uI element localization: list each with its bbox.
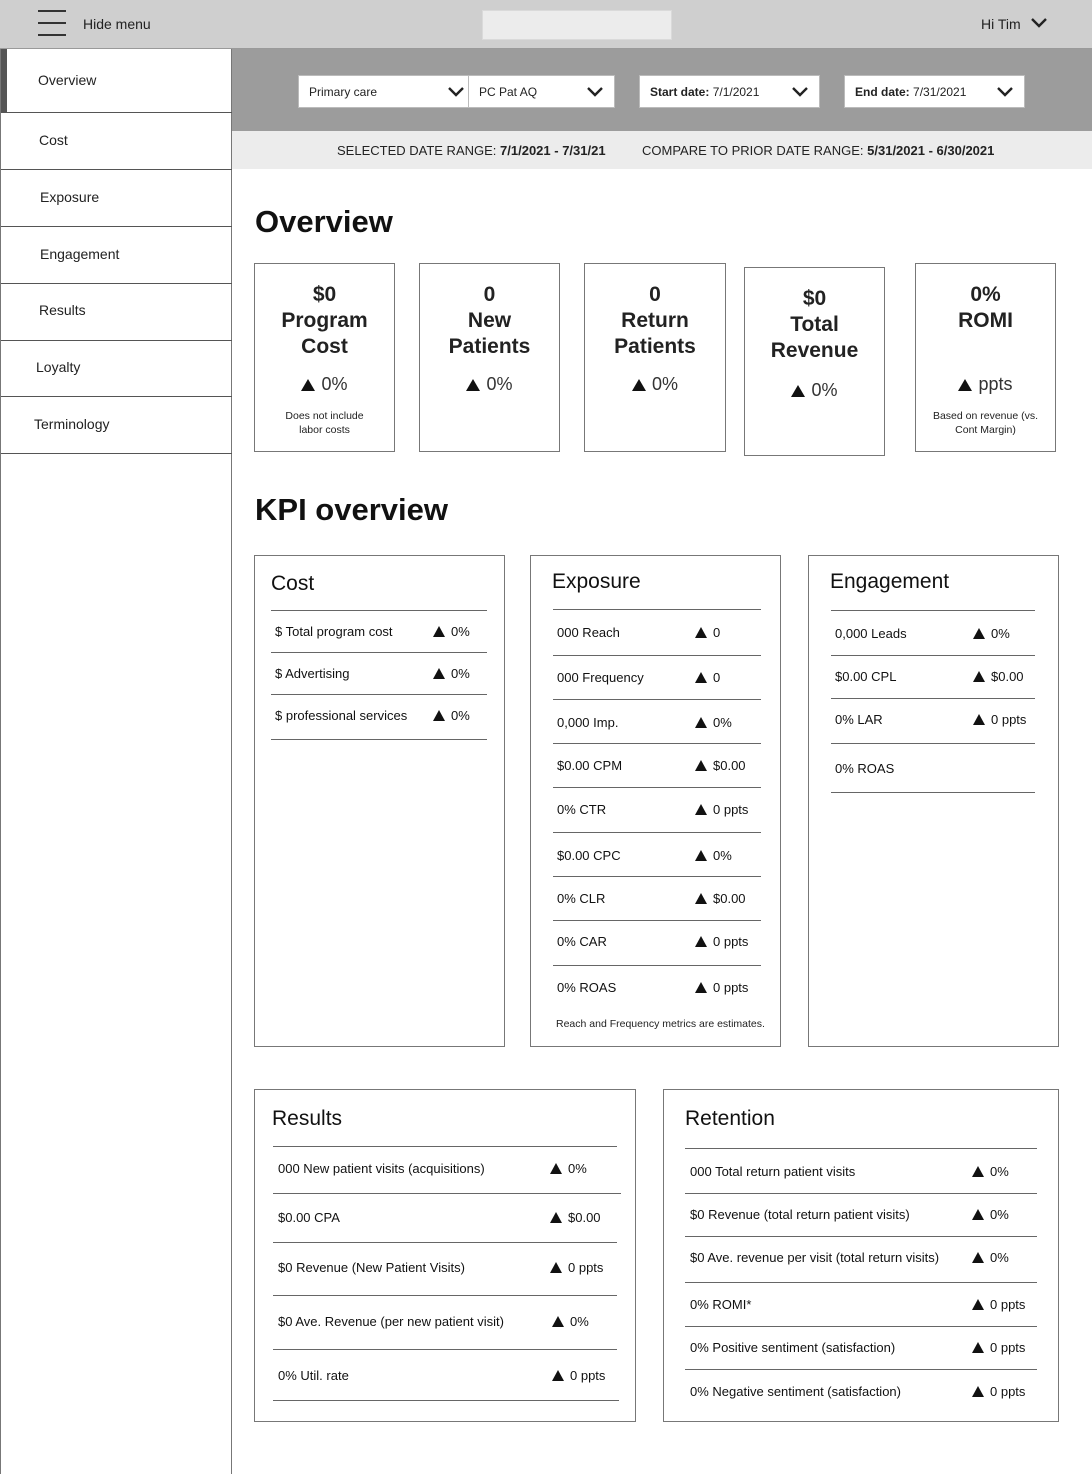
up-triangle-icon — [972, 1342, 984, 1353]
date-range-strip — [232, 131, 1092, 169]
chevron-down-icon[interactable] — [1030, 17, 1048, 29]
up-triangle-icon — [433, 710, 445, 721]
up-triangle-icon — [550, 1163, 562, 1174]
up-triangle-icon — [550, 1262, 562, 1273]
sidebar-item-label: Terminology — [34, 416, 110, 432]
up-triangle-icon — [695, 850, 707, 861]
card-change: 0% — [255, 374, 394, 395]
results-panel: Results 000 New patient visits (acquisitions) 0% $0.00 CPA $0.00 $0 Revenue (New Patient Visits) 0 ppts $0 Ave. Revenue (per new patient visit) 0% 0% Util. rate 0 ppts — [254, 1089, 636, 1422]
divider — [685, 1148, 1037, 1149]
filter-bar — [232, 49, 1092, 131]
up-triangle-icon — [972, 1386, 984, 1397]
divider — [685, 1236, 1037, 1237]
divider — [685, 1193, 1037, 1194]
divider — [553, 609, 761, 610]
sidebar-item-label: Results — [39, 302, 86, 318]
divider — [685, 1369, 1037, 1370]
panel-title: Exposure — [552, 570, 641, 593]
divider — [685, 1282, 1037, 1283]
hamburger-menu-icon[interactable] — [38, 10, 66, 36]
chevron-down-icon — [996, 86, 1014, 98]
up-triangle-icon — [301, 379, 315, 391]
divider — [553, 699, 761, 700]
panel-title: Results — [272, 1107, 343, 1130]
divider — [273, 1400, 619, 1401]
card-value: $0 — [802, 287, 827, 310]
total-revenue-card — [744, 267, 885, 456]
estimate-note: Reach and Frequency metrics are estimates. — [556, 1018, 765, 1030]
divider — [831, 698, 1035, 699]
card-label: Patients — [448, 335, 531, 358]
return-patients-card — [584, 263, 726, 452]
sidebar-item-label: Engagement — [40, 246, 120, 262]
up-triangle-icon — [973, 628, 985, 639]
card-value: 0 — [483, 283, 496, 306]
specialty-select-value: Primary care — [309, 85, 378, 99]
up-triangle-icon — [972, 1209, 984, 1220]
divider — [831, 655, 1035, 656]
up-triangle-icon — [433, 668, 445, 679]
up-triangle-icon — [695, 982, 707, 993]
user-greeting[interactable]: Hi Tim — [981, 16, 1021, 32]
exposure-panel: Exposure 000 Reach 0 000 Frequency 0 0,000 Imp. 0% $0.00 CPM $0.00 0% CTR 0 ppts $0.00 CPC 0% 0% CLR $0.00 0% CAR 0 ppts 0% ROAS 0 ppts Reach and Frequency metrics are estimates. — [530, 555, 781, 1047]
sidebar-item-label: Cost — [39, 132, 68, 148]
divider — [831, 743, 1035, 744]
sidebar-item-label: Overview — [38, 72, 97, 88]
start-date-select[interactable] — [639, 75, 820, 108]
card-label: Cost — [301, 335, 348, 358]
campaign-select[interactable] — [468, 75, 615, 108]
card-change: ppts — [916, 374, 1055, 395]
up-triangle-icon — [552, 1370, 564, 1381]
card-change: 0% — [585, 374, 725, 395]
end-date-select[interactable] — [844, 75, 1025, 108]
divider — [553, 743, 761, 744]
divider — [685, 1326, 1037, 1327]
divider — [273, 1295, 617, 1296]
card-note: Does not include labor costs — [285, 410, 364, 436]
end-date-value: End date: 7/31/2021 — [855, 85, 967, 99]
divider — [271, 610, 487, 611]
card-change: 0% — [745, 380, 884, 401]
compare-date-range: COMPARE TO PRIOR DATE RANGE: 5/31/2021 - 6/30/2021 — [642, 143, 995, 158]
card-label: Patients — [614, 335, 696, 358]
card-label: Total — [790, 313, 839, 336]
up-triangle-icon — [466, 379, 480, 391]
up-triangle-icon — [552, 1316, 564, 1327]
romi-card — [915, 263, 1056, 452]
divider — [553, 787, 761, 788]
chevron-down-icon — [791, 86, 809, 98]
sidebar-item-engagement[interactable] — [1, 227, 232, 284]
divider — [553, 965, 761, 966]
overview-title: Overview — [255, 204, 393, 239]
sidebar-item-label: Exposure — [40, 189, 100, 205]
hide-menu-link[interactable]: Hide menu — [83, 16, 151, 32]
up-triangle-icon — [973, 714, 985, 725]
card-value: 0 — [649, 283, 661, 306]
sidebar-nav — [0, 49, 232, 1474]
divider — [271, 652, 487, 653]
start-date-value: Start date: 7/1/2021 — [650, 85, 760, 99]
up-triangle-icon — [695, 717, 707, 728]
sidebar-item-loyalty[interactable] — [1, 341, 232, 397]
up-triangle-icon — [695, 627, 707, 638]
search-input[interactable] — [482, 10, 672, 40]
program-cost-card — [254, 263, 395, 452]
card-value: $0 — [312, 283, 337, 306]
divider — [271, 739, 487, 740]
selected-date-range: SELECTED DATE RANGE: 7/1/2021 - 7/31/21 — [337, 143, 606, 158]
specialty-select[interactable] — [298, 75, 476, 108]
cost-panel: Cost $ Total program cost 0% $ Advertising 0% $ professional services 0% — [254, 555, 505, 1047]
divider — [273, 1242, 617, 1243]
card-label: ROMI — [958, 309, 1013, 332]
up-triangle-icon — [695, 804, 707, 815]
divider — [553, 655, 761, 656]
sidebar-item-overview[interactable] — [1, 49, 232, 113]
divider — [553, 832, 761, 833]
card-value: 0% — [970, 283, 1001, 306]
up-triangle-icon — [632, 379, 646, 391]
sidebar-item-cost[interactable] — [1, 113, 232, 170]
divider — [271, 694, 487, 695]
up-triangle-icon — [791, 385, 805, 397]
card-label: Program — [281, 309, 368, 332]
retention-panel: Retention 000 Total return patient visits 0% $0 Revenue (total return patient visits) 0% $0 Ave. revenue per visit (total return visits) 0% 0% ROMI* 0 ppts 0% Positive sentiment (satisfaction) 0 ppts 0% Negative sentiment (satisfaction) 0 ppts — [663, 1089, 1059, 1422]
up-triangle-icon — [695, 893, 707, 904]
up-triangle-icon — [695, 672, 707, 683]
divider — [831, 610, 1035, 611]
card-label: Return — [621, 309, 689, 332]
divider — [273, 1193, 621, 1194]
panel-title: Engagement — [830, 570, 950, 593]
kpi-overview-title: KPI overview — [255, 492, 448, 527]
panel-title: Cost — [271, 572, 315, 595]
divider — [273, 1146, 617, 1147]
up-triangle-icon — [972, 1166, 984, 1177]
up-triangle-icon — [695, 760, 707, 771]
sidebar-item-exposure[interactable] — [1, 170, 232, 227]
top-bar — [0, 0, 1092, 49]
up-triangle-icon — [972, 1252, 984, 1263]
divider — [273, 1349, 617, 1350]
up-triangle-icon — [433, 626, 445, 637]
chevron-down-icon — [586, 86, 604, 98]
card-note: Based on revenue (vs. Cont Margin) — [932, 410, 1039, 436]
card-label: Revenue — [770, 339, 859, 362]
card-label: New — [467, 309, 512, 332]
panel-title: Retention — [685, 1107, 775, 1130]
up-triangle-icon — [958, 379, 972, 391]
up-triangle-icon — [973, 671, 985, 682]
sidebar-item-terminology[interactable] — [1, 397, 232, 454]
engagement-panel: Engagement 0,000 Leads 0% $0.00 CPL $0.00 0% LAR 0 ppts 0% ROAS — [808, 555, 1059, 1047]
up-triangle-icon — [550, 1212, 562, 1223]
divider — [831, 792, 1035, 793]
campaign-select-value: PC Pat AQ — [479, 85, 538, 99]
sidebar-item-results[interactable] — [1, 284, 232, 341]
card-change: 0% — [420, 374, 559, 395]
divider — [553, 876, 761, 877]
chevron-down-icon — [447, 86, 465, 98]
up-triangle-icon — [695, 936, 707, 947]
sidebar-item-label: Loyalty — [36, 359, 81, 375]
up-triangle-icon — [972, 1299, 984, 1310]
divider — [553, 920, 761, 921]
new-patients-card — [419, 263, 560, 452]
